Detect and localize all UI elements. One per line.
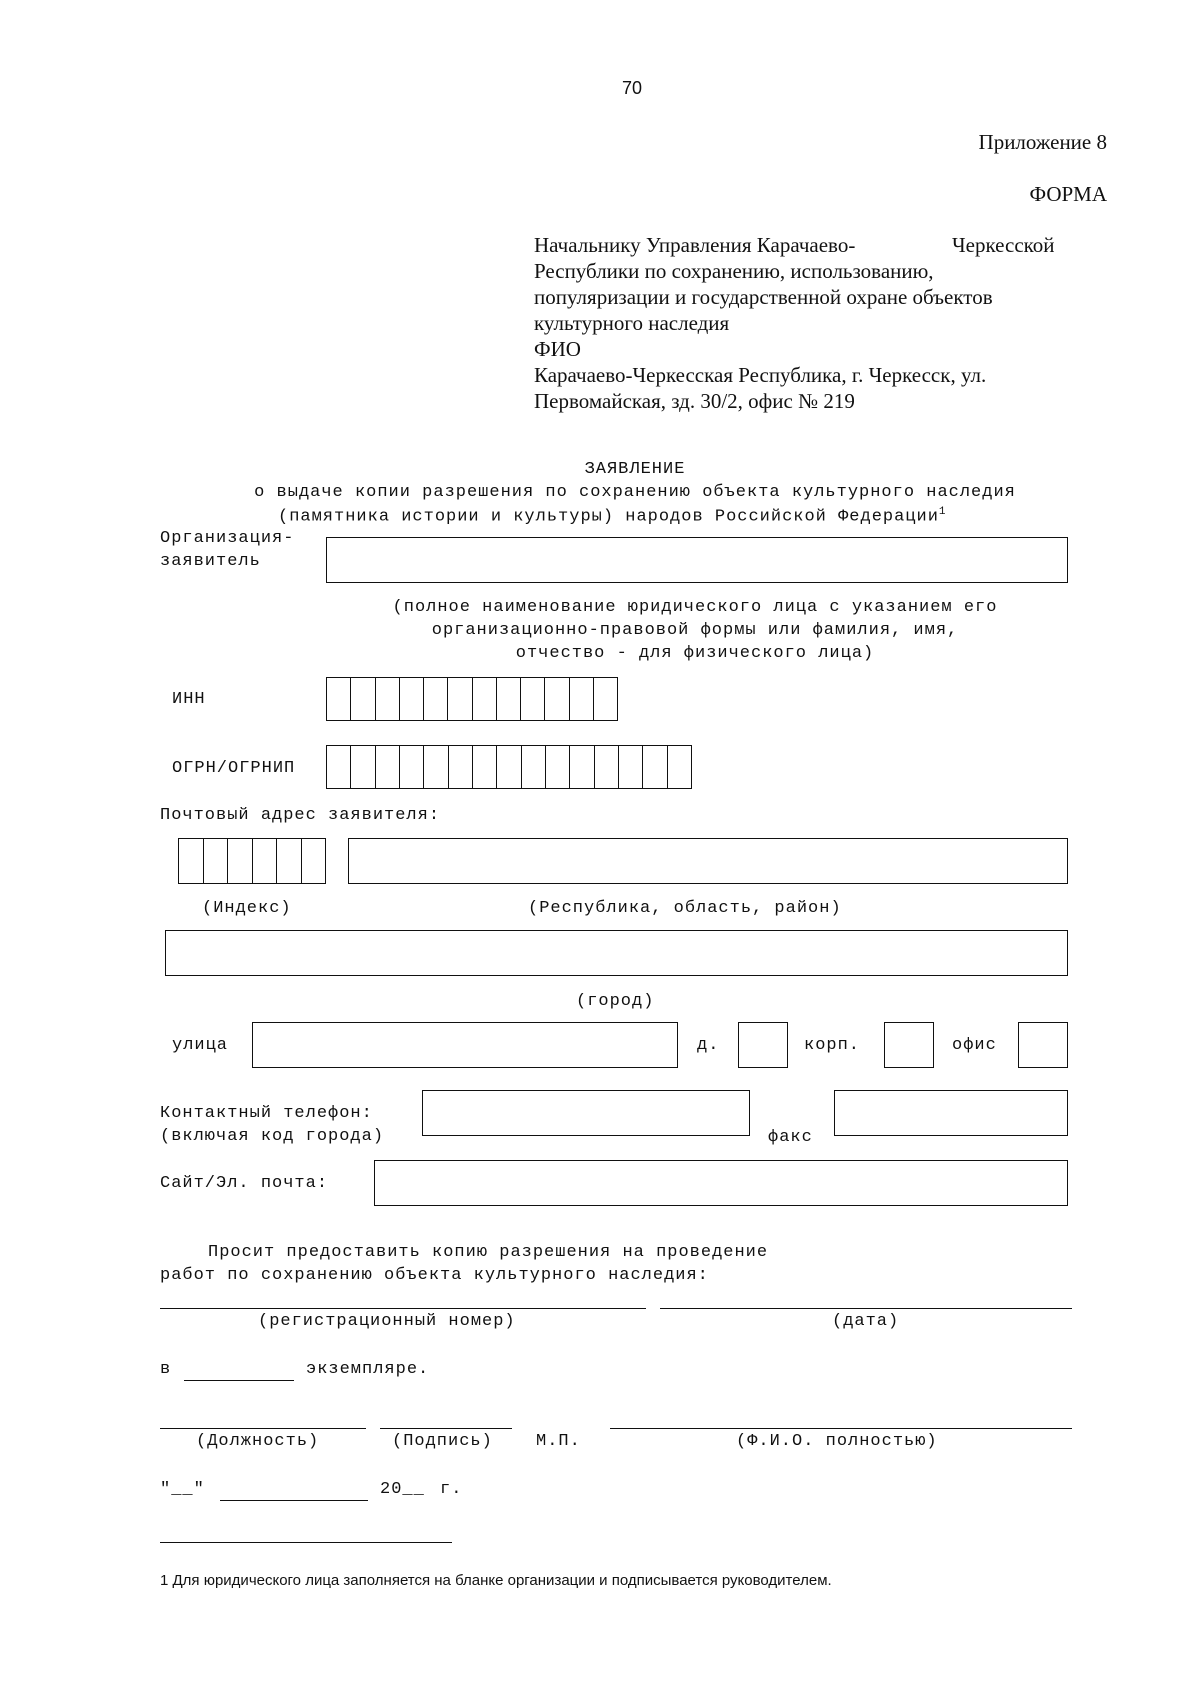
- addressee-line: Первомайская, зд. 30/2, офис № 219: [534, 389, 855, 413]
- signature-label: (Подпись): [392, 1432, 493, 1451]
- addressee-line: Карачаево-Черкесская Республика, г. Черкесск, ул.: [534, 363, 987, 387]
- site-label: Сайт/Эл. почта:: [160, 1174, 329, 1193]
- addressee-fio: ФИО: [534, 337, 581, 361]
- reg-number-line[interactable]: [160, 1308, 646, 1309]
- region-field[interactable]: [348, 838, 1068, 884]
- phone-field[interactable]: [422, 1090, 750, 1136]
- position-label: (Должность): [196, 1432, 320, 1451]
- date-line[interactable]: [660, 1308, 1072, 1309]
- document-subtitle: о выдаче копии разрешения по сохранению объекта культурного наследия: [254, 483, 1016, 502]
- city-field[interactable]: [165, 930, 1068, 976]
- addressee-line: Начальнику Управления Карачаево-: [534, 233, 856, 257]
- office-label: офис: [952, 1036, 997, 1055]
- house-label: д.: [697, 1036, 720, 1055]
- org-hint: (полное наименование юридического лица с указанием его: [392, 598, 998, 617]
- position-line[interactable]: [160, 1428, 366, 1429]
- date-label: (дата): [832, 1312, 900, 1331]
- street-label: улица: [172, 1036, 229, 1055]
- reg-number-label: (регистрационный номер): [258, 1312, 516, 1331]
- signature-line[interactable]: [380, 1428, 512, 1429]
- org-hint: организационно-правовой формы или фамилия, имя,: [431, 621, 959, 640]
- request-text-2: работ по сохранению объекта культурного наследия:: [160, 1266, 709, 1285]
- house-field[interactable]: [738, 1022, 788, 1068]
- building-label: корп.: [804, 1036, 861, 1055]
- copies-line[interactable]: [184, 1380, 294, 1381]
- postal-index-cells[interactable]: [178, 838, 326, 884]
- request-text: Просит предоставить копию разрешения на проведение: [208, 1243, 769, 1262]
- index-label: (Индекс): [202, 899, 292, 918]
- inn-cells[interactable]: [326, 677, 618, 721]
- footnote-divider: [160, 1542, 452, 1543]
- full-name-label: (Ф.И.О. полностью): [736, 1432, 938, 1451]
- region-label: (Республика, область, район): [528, 899, 842, 918]
- addressee-line: Черкесской: [952, 233, 1055, 257]
- addressee-line: культурного наследия: [534, 311, 730, 335]
- document-subtitle-2: (памятника истории и культуры) народов Российской Федерации$^1$: [278, 506, 947, 527]
- org-hint: отчество - для физического лица): [515, 644, 875, 663]
- date-month-line[interactable]: [220, 1500, 368, 1501]
- street-field[interactable]: [252, 1022, 678, 1068]
- appendix-label: Приложение 8: [978, 130, 1107, 154]
- date-year[interactable]: 20__: [380, 1480, 425, 1499]
- footnote-text: 1 Для юридического лица заполняется на бланке организации и подписывается руководителем.: [160, 1572, 832, 1589]
- page-number: 70: [622, 78, 643, 98]
- footnote-mark: 1: [938, 506, 947, 518]
- copies-suffix: экземпляре.: [306, 1360, 430, 1379]
- date-day[interactable]: "__": [160, 1480, 205, 1499]
- fax-label: факс: [768, 1128, 813, 1147]
- site-email-field[interactable]: [374, 1160, 1068, 1206]
- postal-label: Почтовый адрес заявителя:: [160, 806, 441, 825]
- phone-label-2: (включая код города): [160, 1127, 385, 1146]
- form-label: ФОРМА: [1029, 182, 1107, 206]
- date-year-suffix: г.: [440, 1480, 463, 1499]
- addressee-line: Республики по сохранению, использованию,: [534, 259, 934, 283]
- ogrn-label: ОГРН/ОГРНИП: [172, 759, 296, 778]
- fax-field[interactable]: [834, 1090, 1068, 1136]
- office-field[interactable]: [1018, 1022, 1068, 1068]
- phone-label: Контактный телефон:: [160, 1104, 373, 1123]
- org-name-field[interactable]: [326, 537, 1068, 583]
- copies-prefix: в: [160, 1360, 172, 1379]
- org-label-2: заявитель: [160, 552, 261, 571]
- building-field[interactable]: [884, 1022, 934, 1068]
- inn-label: ИНН: [172, 690, 206, 709]
- org-label: Организация-: [160, 529, 295, 548]
- document-title: ЗАЯВЛЕНИЕ: [584, 460, 686, 479]
- city-label: (город): [576, 992, 655, 1011]
- addressee-line: популяризации и государственной охране объектов: [534, 285, 993, 309]
- stamp-label: М.П.: [536, 1432, 581, 1451]
- ogrn-cells[interactable]: [326, 745, 692, 789]
- full-name-line[interactable]: [610, 1428, 1072, 1429]
